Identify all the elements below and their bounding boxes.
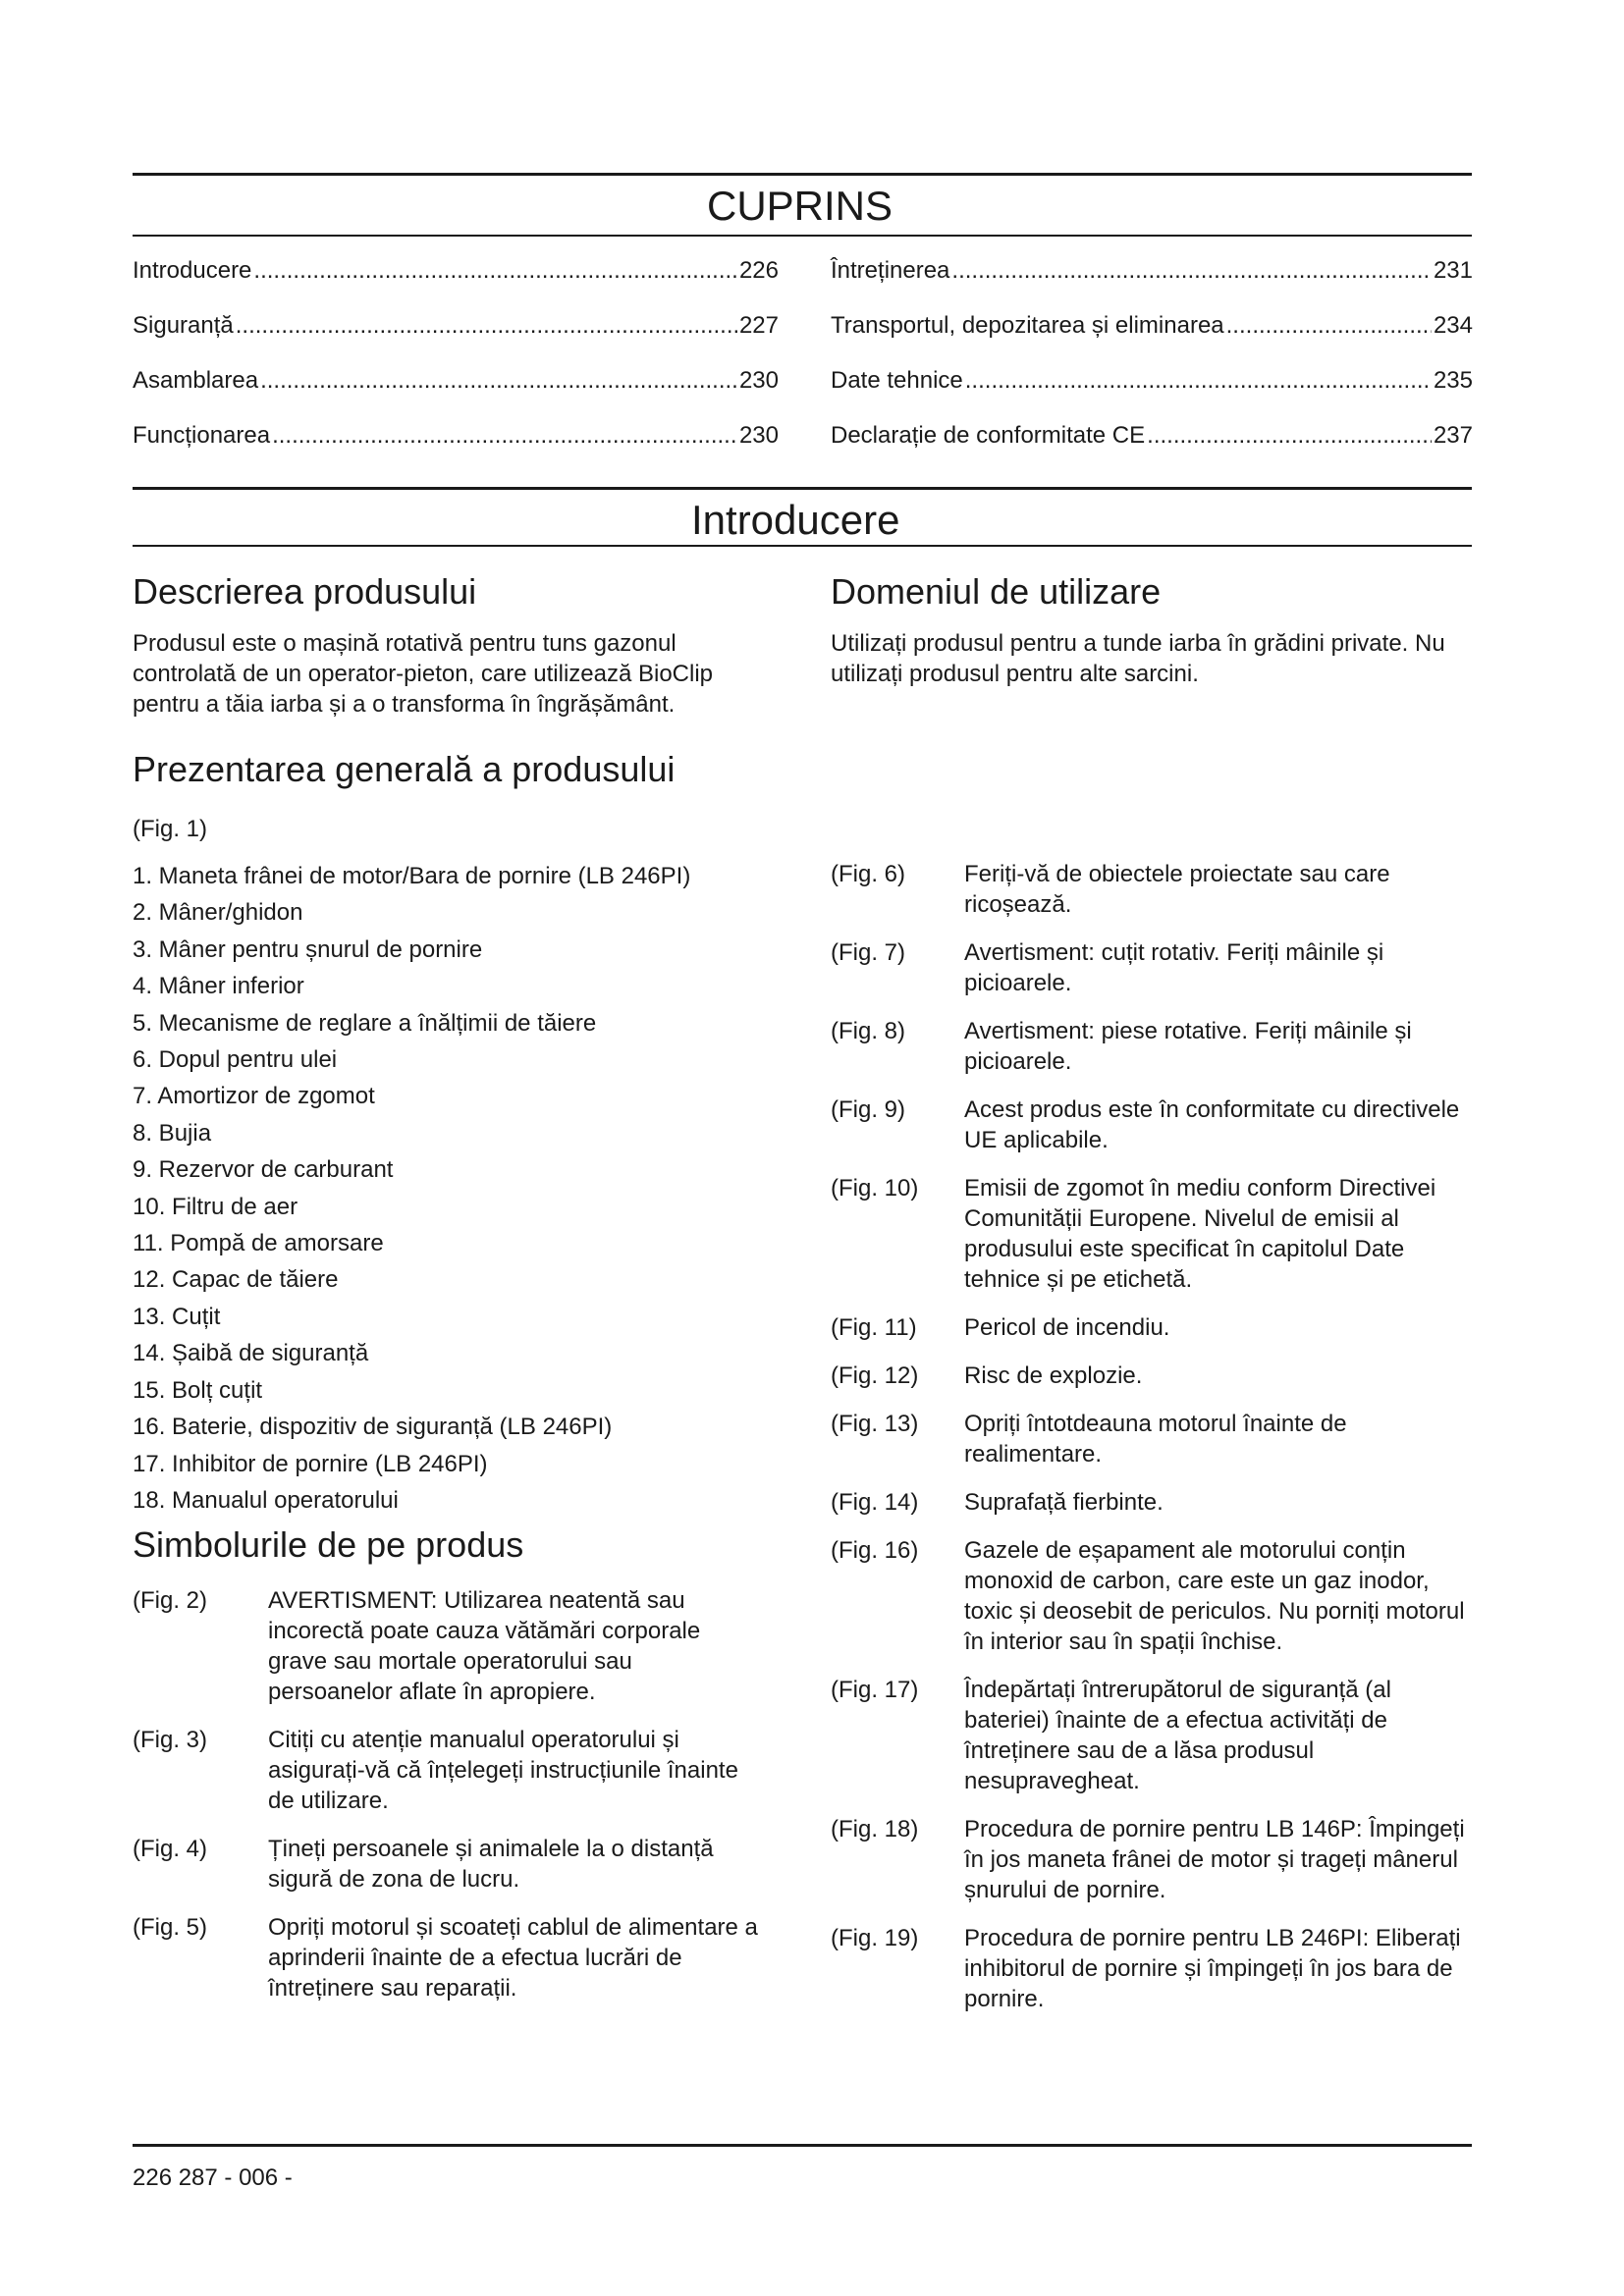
toc-entry-label: Funcționarea <box>133 422 271 449</box>
toc-dot-leader <box>1147 422 1432 450</box>
symbol-fig-ref: (Fig. 10) <box>831 1175 919 1201</box>
symbol-description: Avertisment: piese rotative. Feriți mâinile și picioarele. <box>964 1018 1412 1075</box>
symbol-fig-ref: (Fig. 19) <box>831 1925 919 1951</box>
symbol-fig-ref: (Fig. 12) <box>831 1362 919 1389</box>
intro-top-rule <box>133 487 1472 490</box>
list-item: 5. Mecanisme de reglare a înălțimii de tăiere <box>133 1009 597 1037</box>
symbol-fig-ref: (Fig. 17) <box>831 1677 919 1703</box>
toc-entry[interactable] <box>133 312 779 367</box>
list-item: 14. Șaibă de siguranță <box>133 1340 369 1367</box>
toc-left-column <box>133 257 779 477</box>
symbol-entry <box>133 1725 761 1816</box>
toc-entry-page: 237 <box>1433 422 1473 449</box>
list-item: 13. Cuțit <box>133 1303 221 1330</box>
list-item: 16. Baterie, dispozitiv de siguranță (LB 246PI) <box>133 1414 613 1441</box>
toc-entry-label: Întreținerea <box>831 257 950 284</box>
toc-entry-page: 234 <box>1433 312 1473 339</box>
toc-entry-label: Transportul, depozitarea și eliminarea <box>831 312 1224 339</box>
toc-entry[interactable] <box>133 367 779 422</box>
symbol-description: Procedura de pornire pentru LB 146P: Împingeți în jos maneta frânei de motor și trageți mânerul șnurului de pornire. <box>964 1816 1465 1903</box>
intended-use-heading: Domeniul de utilizare <box>831 571 1162 612</box>
list-item: 6. Dopul pentru ulei <box>133 1046 338 1074</box>
footer-rule <box>133 2144 1472 2147</box>
symbol-description: Opriți întotdeauna motorul înainte de realimentare. <box>964 1411 1347 1468</box>
symbol-entry <box>831 1923 1479 2014</box>
product-symbols-continued <box>831 859 1479 2014</box>
toc-entry-page: 227 <box>738 312 779 339</box>
symbol-entry <box>831 1535 1479 1657</box>
symbol-entry <box>831 1814 1479 1905</box>
symbol-entry <box>831 1095 1479 1155</box>
toc-entry-page: 226 <box>738 257 779 284</box>
symbol-entry <box>133 1585 761 1707</box>
product-symbols-heading: Simbolurile de pe produs <box>133 1524 524 1565</box>
toc-dot-leader <box>260 367 737 395</box>
list-item: 7. Amortizor de zgomot <box>133 1083 375 1110</box>
toc-entry-label: Date tehnice <box>831 367 963 394</box>
product-description-heading: Descrierea produsului <box>133 571 477 612</box>
toc-dot-leader <box>951 257 1432 285</box>
symbol-entry <box>831 1016 1479 1077</box>
symbol-entry <box>831 1312 1479 1343</box>
symbol-description: Emisii de zgomot în mediu conform Directivei Comunității Europene. Nivelul de emisii al produsului este specificat în capitolul Date tehnice și pe etichetă. <box>964 1175 1436 1293</box>
symbol-description: Procedura de pornire pentru LB 246PI: Eliberați inhibitorul de pornire și împingeți în jos bara de pornire. <box>964 1925 1461 2012</box>
symbol-description: Citiți cu atenție manualul operatorului și asigurați-vă că înțelegeți instrucțiunile înainte de utilizare. <box>268 1727 738 1814</box>
symbol-fig-ref: (Fig. 7) <box>831 939 906 966</box>
list-item: 2. Mâner/ghidon <box>133 899 303 927</box>
toc-entry[interactable] <box>831 257 1473 312</box>
toc-dot-leader <box>1226 312 1432 340</box>
list-item: 1. Maneta frânei de motor/Bara de pornire (LB 246PI) <box>133 863 691 889</box>
symbol-fig-ref: (Fig. 5) <box>133 1914 208 1941</box>
symbol-entry <box>831 859 1479 920</box>
intended-use-section <box>831 571 1479 689</box>
toc-dot-leader <box>965 367 1432 395</box>
toc-entry[interactable] <box>831 312 1473 367</box>
product-overview-list <box>133 858 800 1519</box>
list-item: 4. Mâner inferior <box>133 973 304 1000</box>
top-rule <box>133 173 1472 176</box>
list-item: 9. Rezervor de carburant <box>133 1156 394 1184</box>
symbol-fig-ref: (Fig. 8) <box>831 1018 906 1044</box>
list-item: 15. Bolț cuțit <box>133 1376 263 1404</box>
product-overview-heading: Prezentarea generală a produsului <box>133 749 676 789</box>
symbol-entry <box>831 1361 1479 1391</box>
symbol-entry <box>133 1834 761 1895</box>
list-item: 11. Pompă de amorsare <box>133 1230 384 1257</box>
intro-title-rule <box>133 545 1472 547</box>
toc-entry-label: Introducere <box>133 257 252 284</box>
toc-entry[interactable] <box>831 367 1473 422</box>
toc-entry-label: Asamblarea <box>133 367 259 394</box>
toc-entry-page: 230 <box>738 422 779 449</box>
symbol-entry <box>831 1409 1479 1469</box>
toc-entry-label: Declarație de conformitate CE <box>831 422 1146 449</box>
symbol-fig-ref: (Fig. 11) <box>831 1314 917 1341</box>
symbol-description: AVERTISMENT: Utilizarea neatentă sau incorectă poate cauza vătămări corporale grave sau mortale operatorului sau persoanelor aflate în apropiere. <box>268 1587 701 1705</box>
symbol-entry <box>831 1487 1479 1518</box>
list-item: 10. Filtru de aer <box>133 1193 298 1220</box>
toc-entry[interactable] <box>133 257 779 312</box>
toc-title: CUPRINS <box>707 183 893 229</box>
symbol-description: Gazele de eșapament ale motorului conțin monoxid de carbon, care este un gaz inodor, toxic și deosebit de periculos. Nu porniți motorul în interior sau în spații închise. <box>964 1537 1465 1655</box>
symbol-fig-ref: (Fig. 18) <box>831 1816 919 1842</box>
symbol-entry <box>133 1912 761 2003</box>
symbol-fig-ref: (Fig. 14) <box>831 1489 919 1516</box>
intended-use-text: Utilizați produsul pentru a tunde iarba în grădini private. Nu utilizați produsul pentru alte sarcini. <box>831 630 1445 687</box>
symbol-description: Risc de explozie. <box>964 1362 1143 1389</box>
symbol-fig-ref: (Fig. 13) <box>831 1411 919 1437</box>
product-overview-section <box>133 749 800 1519</box>
toc-dot-leader <box>253 257 737 285</box>
symbol-fig-ref: (Fig. 9) <box>831 1096 906 1123</box>
toc-title-rule <box>133 235 1472 237</box>
toc-entry-page: 231 <box>1433 257 1473 284</box>
product-description-section <box>133 571 781 720</box>
symbol-description: Îndepărtați întrerupătorul de siguranță (al bateriei) înainte de a efectua activități de întreținere sau de a lăsa produsul nesupravegheat. <box>964 1677 1391 1794</box>
toc-right-column <box>831 257 1473 477</box>
toc-dot-leader <box>272 422 737 450</box>
symbol-description: Țineți persoanele și animalele la o distanță sigură de zona de lucru. <box>268 1836 714 1893</box>
symbol-description: Avertisment: cuțit rotativ. Feriți mâinile și picioarele. <box>964 939 1384 996</box>
symbol-description: Acest produs este în conformitate cu directivele UE aplicabile. <box>964 1096 1460 1153</box>
toc-entry-label: Siguranță <box>133 312 234 339</box>
list-item: 12. Capac de tăiere <box>133 1266 339 1294</box>
list-item: 3. Mâner pentru șnurul de pornire <box>133 935 483 963</box>
toc-entry-page: 235 <box>1433 367 1473 394</box>
symbol-entry <box>831 1675 1479 1796</box>
symbol-fig-ref: (Fig. 6) <box>831 861 906 887</box>
footer-doc-number: 226 287 - 006 - <box>133 2164 293 2191</box>
symbol-description: Suprafață fierbinte. <box>964 1489 1164 1516</box>
product-overview-fig-ref: (Fig. 1) <box>133 816 208 842</box>
toc-dot-leader <box>236 312 737 340</box>
symbol-description: Feriți-vă de obiectele proiectate sau care ricoșează. <box>964 861 1390 918</box>
list-item: 8. Bujia <box>133 1119 212 1147</box>
symbol-fig-ref: (Fig. 2) <box>133 1587 208 1614</box>
symbol-description: Pericol de incendiu. <box>964 1314 1170 1341</box>
toc-entry-page: 230 <box>738 367 779 394</box>
symbol-fig-ref: (Fig. 3) <box>133 1727 208 1753</box>
toc-entry[interactable] <box>831 422 1473 477</box>
symbol-entry <box>831 1173 1479 1295</box>
symbol-description: Opriți motorul și scoateți cablul de alimentare a aprinderii înainte de a efectua lucrări de întreținere sau reparații. <box>268 1914 758 2002</box>
intro-title: Introducere <box>691 497 900 543</box>
symbol-entry <box>831 937 1479 998</box>
list-item: 18. Manualul operatorului <box>133 1486 399 1514</box>
product-description-text: Produsul este o mașină rotativă pentru tuns gazonul controlată de un operator-pieton, care utilizează BioClip pentru a tăia iarba și a o transforma în îngrășământ. <box>133 630 714 718</box>
symbol-fig-ref: (Fig. 4) <box>133 1836 208 1862</box>
list-item: 17. Inhibitor de pornire (LB 246PI) <box>133 1450 488 1477</box>
symbol-fig-ref: (Fig. 16) <box>831 1537 919 1564</box>
toc-entry[interactable] <box>133 422 779 477</box>
product-symbols-section <box>133 1524 761 2003</box>
